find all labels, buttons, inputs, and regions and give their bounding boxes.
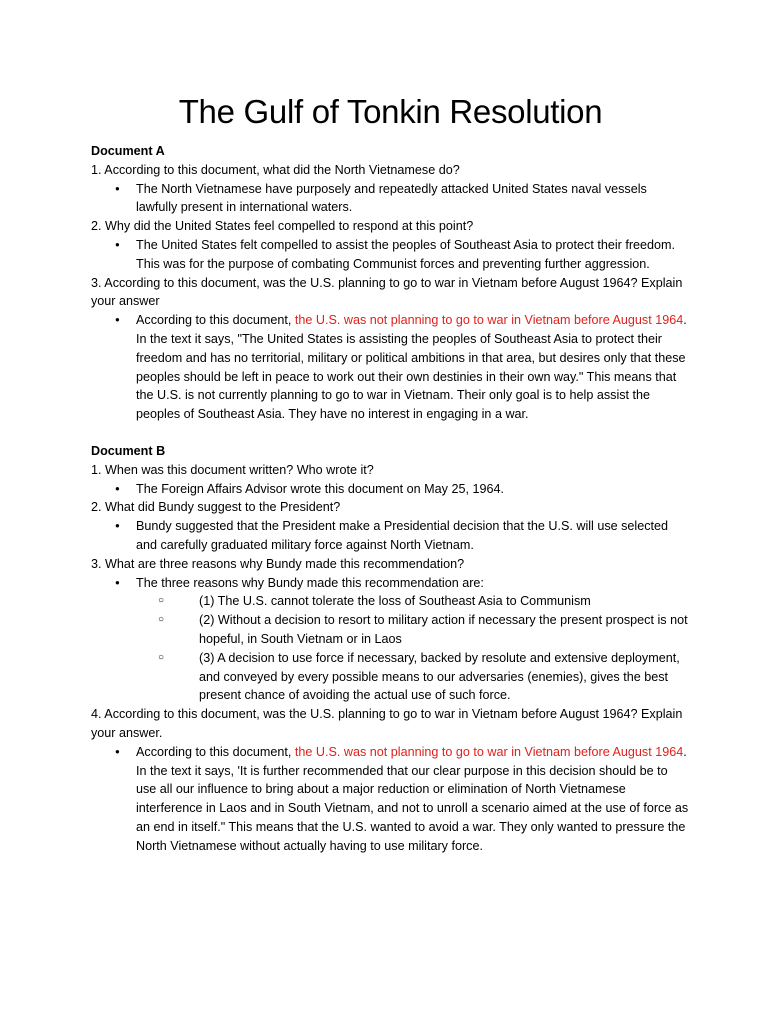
answer-b4-explanation: . In the text it says, 'It is further recommended that our clear purpose in this decision should be to use all our influence to bring about a major reduction or elimination of North Vietnamese interference in Laos and in South Vietnam, and not to unroll a scenario aimed at the use of force as an end in itself." This means that the U.S. wanted to avoid a war. They only wanted to pressure the North Vietnamese without actually having to use military force. <box>136 744 689 853</box>
document-a-heading: Document A <box>91 144 165 158</box>
answer-b3: ● The three reasons why Bundy made this recommendation are: <box>91 574 690 593</box>
reason-item: ○ (1) The U.S. cannot tolerate the loss of Southeast Asia to Communism <box>91 592 690 611</box>
question-b2: 2. What did Bundy suggest to the President? <box>91 500 341 515</box>
answer-a3 <box>91 311 690 424</box>
reason-item: ○ (3) A decision to use force if necessary, backed by resolute and extensive deployment, and conveyed by every possible means to our adversaries (enemies), gives the best present chance of avoiding the actual use of such force. <box>91 649 690 705</box>
answer-b2: ● Bundy suggested that the President make a Presidential decision that the U.S. will use selected and carefully graduated military force against North Vietnam. <box>91 517 690 555</box>
question-b1: 1. When was this document written? Who wrote it? <box>91 462 374 477</box>
question-b4: 4. According to this document, was the U.S. planning to go to war in Vietnam before August 1964? Explain your answer. <box>91 707 683 740</box>
answer-a3-intro: According to this document, <box>136 313 295 328</box>
answer-a2: ● The United States felt compelled to assist the peoples of Southeast Asia to protect their freedom. This was for the purpose of combating Communist forces and preventing further aggression. <box>91 236 690 274</box>
answer-b1: ● The Foreign Affairs Advisor wrote this document on May 25, 1964. <box>91 480 690 499</box>
answer-a3-explanation: . In the text it says, "The United States is assisting the peoples of Southeast Asia to protect their freedom and has no territorial, military or political ambitions in that area, but desires only that these peoples should be left in peace to work out their own destinies in their own way." This means that the U.S. is not currently planning to go to war in Vietnam. Their only goal is to help assist the peoples of Southeast Asia. They have no interest in engaging in a war. <box>136 313 687 422</box>
question-b3: 3. What are three reasons why Bundy made this recommendation? <box>91 556 465 571</box>
page-title: The Gulf of Tonkin Resolution <box>178 93 603 130</box>
answer-b4 <box>91 743 690 856</box>
question-a1: 1. According to this document, what did the North Vietnamese do? <box>91 162 460 177</box>
document-b-section <box>91 442 690 856</box>
answer-b4-highlight: the U.S. was not planning to go to war in Vietnam before August 1964 <box>294 744 684 759</box>
reason-item: ○ (2) Without a decision to resort to military action if necessary the present prospect is not hopeful, in South Vietnam or in Laos <box>91 611 690 649</box>
answer-a1: ● The North Vietnamese have purposely and repeatedly attacked United States naval vessels lawfully present in international waters. <box>91 180 690 218</box>
question-a2: 2. Why did the United States feel compelled to respond at this point? <box>91 219 474 234</box>
answer-b4-intro: According to this document, <box>136 744 295 759</box>
document-a-section <box>91 142 690 424</box>
question-a3: 3. According to this document, was the U.S. planning to go to war in Vietnam before August 1964? Explain your answer <box>91 275 683 309</box>
document-b-heading: Document B <box>91 443 166 458</box>
answer-a3-highlight: the U.S. was not planning to go to war in Vietnam before August 1964 <box>294 313 684 328</box>
